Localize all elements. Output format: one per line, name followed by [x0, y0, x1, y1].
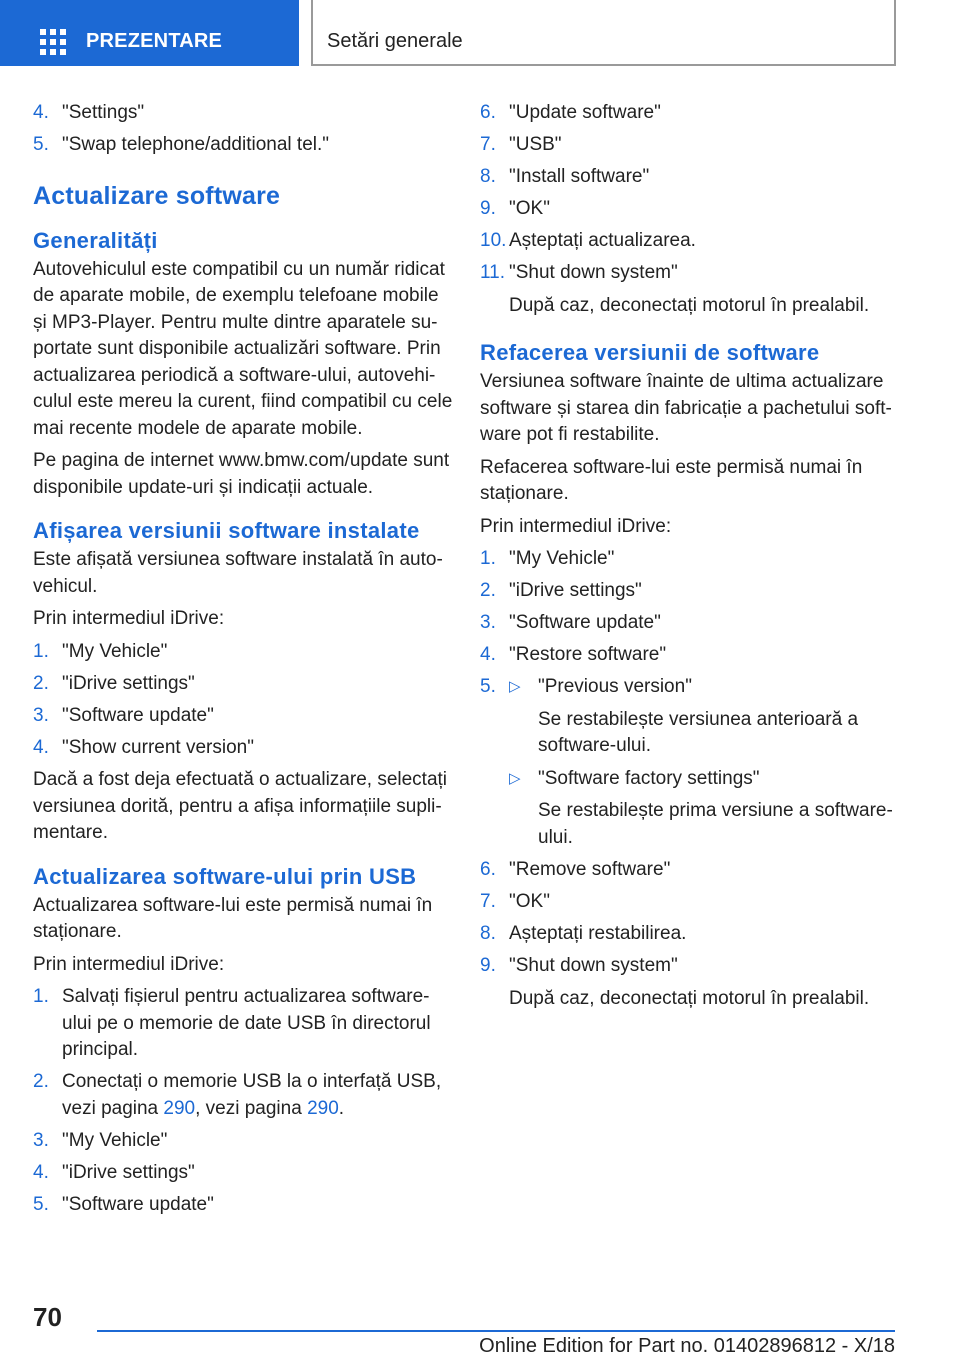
step-note: După caz, deconectați motorul în prealabil.	[509, 294, 870, 316]
subsection-heading: Actualizarea software-ului prin USB	[33, 863, 417, 889]
list-item: 7. "OK"	[480, 891, 550, 912]
list-item: 5. "Swap telephone/additional tel."	[33, 134, 330, 155]
page-link[interactable]: 290	[307, 1097, 339, 1119]
step-list	[33, 984, 453, 1218]
list-item: 2. "iDrive settings"	[480, 580, 642, 601]
paragraph: Refacerea software-lui este permisă numai în staționare.	[480, 456, 863, 504]
list-item: 7. "USB"	[480, 134, 562, 155]
paragraph: Actualizarea software-lui este permisă numai în staționare.	[33, 894, 433, 942]
list-item: 10. Așteptați actualizarea.	[480, 230, 696, 251]
list-item: 6. "Update software"	[480, 102, 661, 123]
right-column	[480, 100, 900, 1018]
option-item: ▷ "Previous version" Se restabilește versiunea anterioară a software-ului.	[509, 676, 859, 756]
section-tab[interactable]	[0, 0, 299, 66]
list-item: 2. Conectați o memorie USB la o interfață USB, vezi pagina 290, vezi pagina 290.	[33, 1071, 442, 1119]
triangle-right-icon: ▷	[509, 769, 521, 787]
list-item: 5. ▷ "Previous version" Se restabilește versiunea anterioară a software-ului. ▷ "Software factory settings" Se restabilește prima versiune a software- ului.	[480, 674, 900, 851]
paragraph: Prin intermediul iDrive:	[480, 515, 672, 537]
list-item: 2. "iDrive settings"	[33, 672, 195, 694]
triangle-right-icon: ▷	[509, 678, 521, 695]
grid-menu-icon	[40, 29, 66, 55]
list-item: 8. "Install software"	[480, 166, 650, 187]
subsection-heading: Afișarea versiunii software instalate	[33, 518, 420, 543]
paragraph: Dacă a fost deja efectuată o actualizare, selectați versiunea dorită, pentru a afișa informațiile supli‐ mentare.	[33, 769, 448, 843]
page-link[interactable]: 290	[163, 1097, 196, 1119]
section-heading: Actualizare software	[33, 181, 281, 210]
footer-divider	[97, 1330, 895, 1332]
section-label: PREZENTARE	[86, 30, 223, 52]
step-list	[480, 546, 900, 1012]
subsection-heading: Refacerea versiunii de software	[480, 340, 820, 365]
page-number: 70	[33, 1302, 62, 1332]
footer-edition: Online Edition for Part no. 01402896812 - X/18	[479, 1335, 895, 1357]
list-item: 4. "Settings"	[33, 102, 145, 123]
list-item: 1. Salvați fișierul pentru actualizarea software- ului pe o memorie de date USB în directorul principal.	[33, 986, 431, 1060]
continued-step-list	[33, 100, 453, 159]
chapter-title: Setări generale	[327, 30, 463, 52]
list-item: 3. "My Vehicle"	[33, 1129, 168, 1151]
paragraph: Prin intermediul iDrive:	[33, 953, 225, 975]
list-item: 1. "My Vehicle"	[33, 640, 168, 662]
list-item: 1. "My Vehicle"	[480, 548, 615, 569]
option-list	[509, 674, 900, 851]
continued-step-list	[480, 100, 900, 319]
chapter-header	[311, 0, 896, 66]
list-item: 9. "OK"	[480, 198, 550, 219]
paragraph: Autovehiculul este compatibil cu un număr ridicat de aparate mobile, de exemplu telefoane mobile și MP3-Player. Pentru multe dintre aparatele su‐ portate sunt disponibile actualizări software. Prin actualizarea periodică a software-ului, autovehi‐ culul este mereu la curent, fiind compatibil cu cele mai recente modele de aparate mobile.	[33, 258, 453, 439]
list-item: 3. "Software update"	[33, 704, 214, 726]
list-item: 5. "Software update"	[33, 1193, 214, 1215]
list-item: 4. "Restore software"	[480, 644, 667, 665]
paragraph: Este afișată versiunea software instalată în auto‐ vehicul.	[33, 549, 443, 597]
list-item: 11. "Shut down system" După caz, deconectați motorul în prealabil.	[480, 260, 900, 319]
step-note: După caz, deconectați motorul în prealabil.	[509, 987, 870, 1009]
list-item: 4. "iDrive settings"	[33, 1161, 195, 1183]
list-item: 4. "Show current version"	[33, 736, 254, 758]
subsection-heading: Generalități	[33, 227, 158, 253]
list-item: 8. Așteptați restabilirea.	[480, 923, 687, 944]
left-column	[33, 100, 453, 1224]
option-item: ▷ "Software factory settings" Se restabilește prima versiune a software- ului.	[509, 767, 893, 848]
paragraph: Prin intermediul iDrive:	[33, 608, 225, 629]
list-item: 9. "Shut down system" După caz, deconectați motorul în prealabil.	[480, 953, 900, 1012]
paragraph: Pe pagina de internet www.bmw.com/update sunt disponibile update-uri și indicații actuale.	[33, 450, 450, 498]
paragraph: Versiunea software înainte de ultima actualizare software și starea din fabricație a pachetului soft‐ ware pot fi restabilite.	[480, 371, 892, 445]
list-item: 3. "Software update"	[480, 612, 661, 633]
step-list	[33, 639, 453, 762]
list-item: 6. "Remove software"	[480, 859, 671, 880]
